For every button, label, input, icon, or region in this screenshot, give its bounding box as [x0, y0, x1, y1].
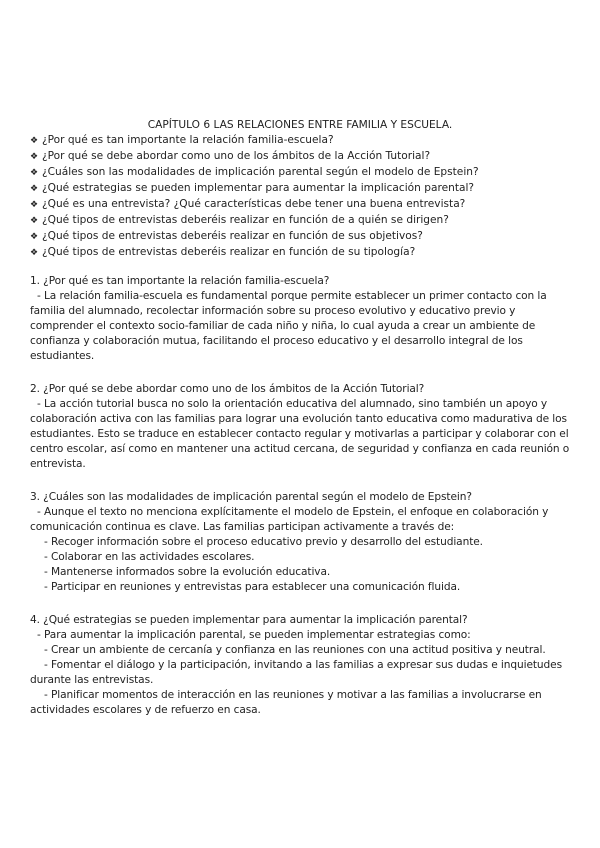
section-3 — [30, 490, 578, 595]
question-list-item: ❖ ¿Qué tipos de entrevistas deberéis realizar en función de su tipología? — [30, 245, 578, 261]
list-item: - Planificar momentos de interacción en las reuniones y motivar a las familias a involucrarse en actividades escolares y de refuerzo en casa. — [30, 689, 542, 716]
section-answer: - La acción tutorial busca no solo la orientación educativa del alumnado, sino también un apoyo y colaboración activa con las familias para lograr una evolución tanto educativa como madurativa de los estudiantes. Esto se traduce en establecer contacto regular y motivarlas a participar y colaborar con el centro escolar, así como en mantener una actitud cercana, de seguridad y confianza en cada reunión o entrevista. — [30, 398, 570, 470]
section-heading: 2. ¿Por qué se debe abordar como uno de los ámbitos de la Acción Tutorial? — [30, 383, 425, 395]
diamond-bullet-icon: ❖ — [30, 232, 39, 242]
list-item: - Colaborar en las actividades escolares. — [44, 551, 255, 563]
diamond-bullet-icon: ❖ — [30, 168, 39, 178]
diamond-bullet-icon: ❖ — [30, 184, 39, 194]
diamond-bullet-icon: ❖ — [30, 216, 39, 226]
question-list-item: ❖ ¿Por qué se debe abordar como uno de los ámbitos de la Acción Tutorial? — [30, 149, 578, 165]
question-list-item: ❖ ¿Qué tipos de entrevistas deberéis realizar en función de sus objetivos? — [30, 229, 578, 245]
question-list-item: ❖ ¿Cuáles son las modalidades de implicación parental según el modelo de Epstein? — [30, 165, 578, 181]
chapter-title: CAPÍTULO 6 LAS RELACIONES ENTRE FAMILIA Y ESCUELA. — [147, 119, 453, 131]
section-1 — [30, 274, 578, 364]
section-answer: - Aunque el texto no menciona explícitamente el modelo de Epstein, el enfoque en colaboración y comunicación continua es clave. Las familias participan activamente a través de: — [30, 506, 549, 533]
list-item: - Fomentar el diálogo y la participación, invitando a las familias a expresar sus dudas e inquietudes durante las entrevistas. — [30, 659, 563, 686]
diamond-bullet-icon: ❖ — [30, 200, 39, 210]
diamond-bullet-icon: ❖ — [30, 248, 39, 258]
section-2 — [30, 382, 578, 472]
section-4 — [30, 613, 578, 718]
diamond-bullet-icon: ❖ — [30, 152, 39, 162]
question-list — [30, 133, 578, 261]
section-answer: - Para aumentar la implicación parental, se pueden implementar estrategias como: — [37, 629, 471, 641]
question-list-item: ❖ ¿Qué es una entrevista? ¿Qué características debe tener una buena entrevista? — [30, 197, 578, 213]
diamond-bullet-icon: ❖ — [30, 136, 39, 146]
list-item: - Recoger información sobre el proceso educativo previo y desarrollo del estudiante. — [44, 536, 483, 548]
question-list-item: ❖ ¿Qué tipos de entrevistas deberéis realizar en función de a quién se dirigen? — [30, 213, 578, 229]
list-item: - Crear un ambiente de cercanía y confianza en las reuniones con una actitud positiva y neutral. — [44, 644, 546, 656]
section-heading: 4. ¿Qué estrategias se pueden implementar para aumentar la implicación parental? — [30, 614, 468, 626]
list-item: - Mantenerse informados sobre la evolución educativa. — [44, 566, 331, 578]
section-heading: 3. ¿Cuáles son las modalidades de implicación parental según el modelo de Epstein? — [30, 491, 472, 503]
question-list-item: ❖ ¿Por qué es tan importante la relación familia-escuela? — [30, 133, 578, 149]
section-answer: - La relación familia-escuela es fundamental porque permite establecer un primer contacto con la familia del alumnado, recolectar información sobre su proceso evolutivo y educativo previo y comprender el contexto socio-familiar de cada niño y niña, lo cual ayuda a crear un ambiente de confianza y colaboración mutua, facilitando el proceso educativo y el desarrollo integral de los estudiantes. — [30, 290, 547, 362]
question-list-item: ❖ ¿Qué estrategias se pueden implementar para aumentar la implicación parental? — [30, 181, 578, 197]
list-item: - Participar en reuniones y entrevistas para establecer una comunicación fluida. — [44, 581, 461, 593]
section-heading: 1. ¿Por qué es tan importante la relación familia-escuela? — [30, 275, 330, 287]
